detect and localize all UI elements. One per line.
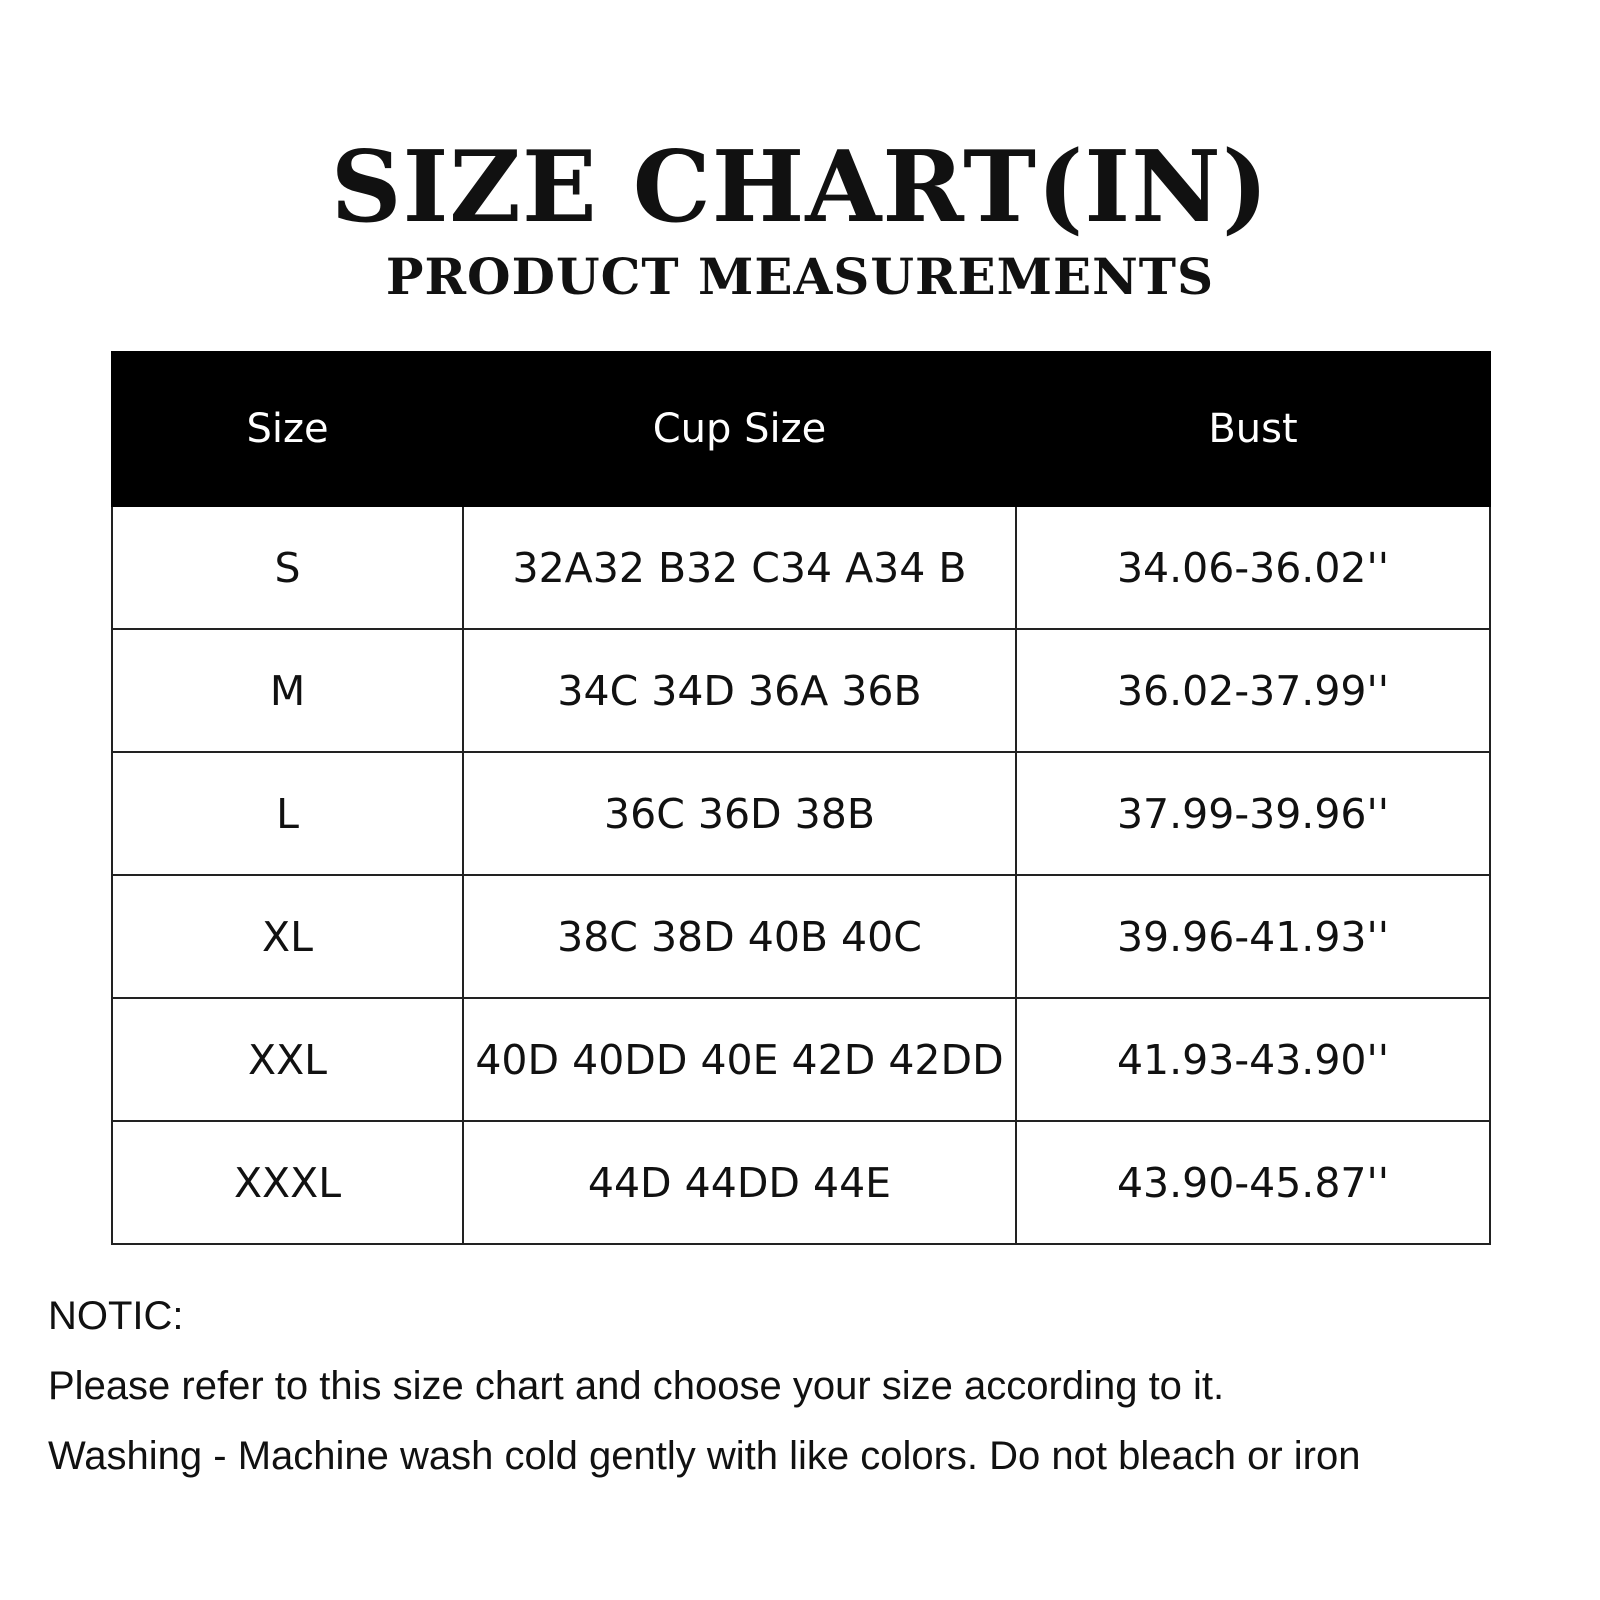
header-bust: Bust: [1016, 352, 1490, 506]
cell-cup-size: 38C 38D 40B 40C: [463, 875, 1016, 998]
cell-bust: 37.99-39.96'': [1016, 752, 1490, 875]
table-row: [112, 1121, 1490, 1244]
table-row: [112, 506, 1490, 629]
cell-size: XXXL: [112, 1121, 463, 1244]
cell-bust: 36.02-37.99'': [1016, 629, 1490, 752]
table-row: [112, 629, 1490, 752]
page-subtitle: PRODUCT MEASUREMENTS: [385, 247, 1215, 306]
cell-cup-size: 40D 40DD 40E 42D 42DD: [463, 998, 1016, 1121]
cell-bust: 41.93-43.90'': [1016, 998, 1490, 1121]
cell-cup-size: 44D 44DD 44E: [463, 1121, 1016, 1244]
cell-cup-size: 34C 34D 36A 36B: [463, 629, 1016, 752]
header-size: Size: [112, 352, 463, 506]
size-chart-table: [111, 351, 1491, 1245]
table-row: [112, 998, 1490, 1121]
page-title: SIZE CHART(IN): [330, 130, 1270, 245]
cell-size: M: [112, 629, 463, 752]
header-cup-size: Cup Size: [463, 352, 1016, 506]
cell-cup-size: 32A32 B32 C34 A34 B: [463, 506, 1016, 629]
notes-heading: NOTIC:: [48, 1294, 184, 1338]
table-header-row: [112, 352, 1490, 506]
table-row: [112, 875, 1490, 998]
notes-size-advice: Please refer to this size chart and choose your size according to it.: [48, 1364, 1225, 1408]
cell-size: XL: [112, 875, 463, 998]
notes-washing-instructions: Washing - Machine wash cold gently with like colors. Do not bleach or iron: [48, 1434, 1361, 1478]
cell-size: L: [112, 752, 463, 875]
cell-bust: 43.90-45.87'': [1016, 1121, 1490, 1244]
cell-bust: 34.06-36.02'': [1016, 506, 1490, 629]
cell-cup-size: 36C 36D 38B: [463, 752, 1016, 875]
cell-size: S: [112, 506, 463, 629]
table-row: [112, 752, 1490, 875]
notes-section: [48, 1292, 1568, 1502]
cell-size: XXL: [112, 998, 463, 1121]
cell-bust: 39.96-41.93'': [1016, 875, 1490, 998]
